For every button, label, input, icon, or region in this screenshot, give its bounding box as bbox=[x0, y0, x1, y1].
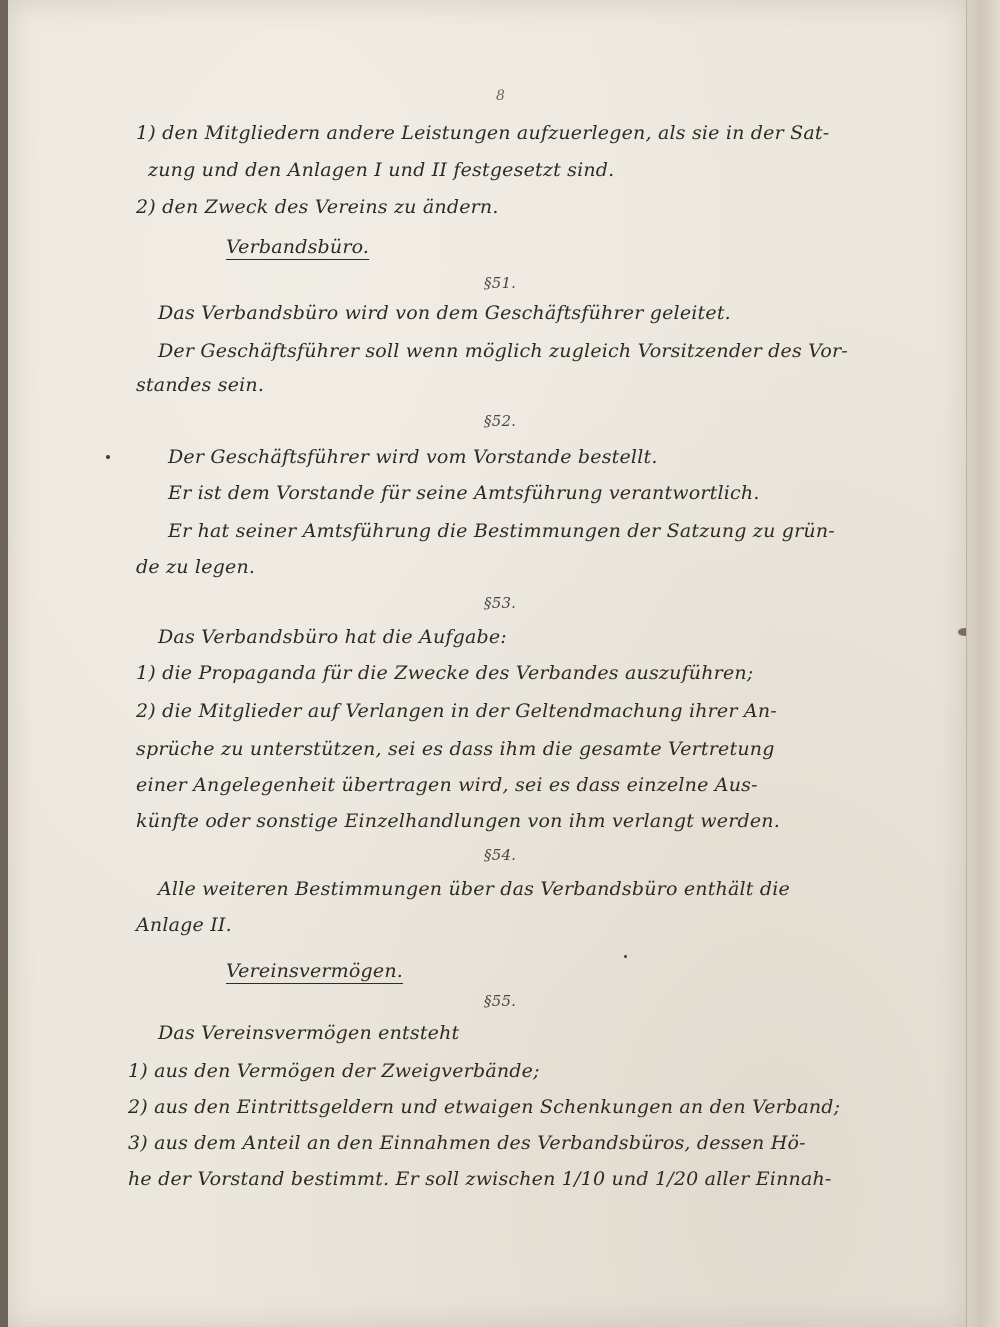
paragraph-number: §51. bbox=[484, 274, 517, 292]
text-line: 2) die Mitglieder auf Verlangen in der Geltendmachung ihrer An- bbox=[136, 700, 777, 722]
text-line: Anlage II. bbox=[136, 914, 232, 936]
ink-spot bbox=[624, 955, 627, 958]
show-through-text bbox=[688, 168, 693, 186]
text-line: 3) aus dem Anteil an den Einnahmen des Verbandsbüros, dessen Hö- bbox=[128, 1132, 806, 1154]
text-line: 1) den Mitgliedern andere Leistungen aufzuerlegen, als sie in der Sat- bbox=[136, 122, 830, 144]
text-line: de zu legen. bbox=[136, 556, 256, 578]
paragraph-number: §52. bbox=[484, 412, 517, 430]
text-line: künfte oder sonstige Einzelhandlungen von ihm verlangt werden. bbox=[136, 810, 780, 832]
text-line: Das Verbandsbüro hat die Aufgabe: bbox=[158, 626, 507, 648]
next-page-edge bbox=[966, 0, 1000, 1327]
section-heading: Verbandsbüro. bbox=[226, 236, 370, 258]
text-line: standes sein. bbox=[136, 374, 265, 396]
text-line: Er ist dem Vorstande für seine Amtsführung verantwortlich. bbox=[168, 482, 760, 504]
text-line: Das Verbandsbüro wird von dem Geschäftsführer geleitet. bbox=[158, 302, 731, 324]
text-line: 2) den Zweck des Vereins zu ändern. bbox=[136, 196, 499, 218]
text-line: 1) die Propaganda für die Zwecke des Verbandes auszuführen; bbox=[136, 662, 754, 684]
text-line: Er hat seiner Amtsführung die Bestimmungen der Satzung zu grün- bbox=[168, 520, 835, 542]
text-line: 1) aus den Vermögen der Zweigverbände; bbox=[128, 1060, 540, 1082]
text-line: zung und den Anlagen I und II festgesetzt sind. bbox=[148, 159, 615, 181]
document-page bbox=[8, 0, 966, 1327]
paragraph-number: §55. bbox=[484, 992, 517, 1010]
text-line: sprüche zu unterstützen, sei es dass ihm die gesamte Vertretung bbox=[136, 738, 775, 760]
text-line: Der Geschäftsführer wird vom Vorstande bestellt. bbox=[168, 446, 658, 468]
text-line: Alle weiteren Bestimmungen über das Verbandsbüro enthält die bbox=[158, 878, 790, 900]
text-line: Das Vereinsvermögen entsteht bbox=[158, 1022, 460, 1044]
section-heading: Vereinsvermögen. bbox=[226, 960, 404, 982]
text-line: Der Geschäftsführer soll wenn möglich zugleich Vorsitzender des Vor- bbox=[158, 340, 848, 362]
paragraph-number: §54. bbox=[484, 846, 517, 864]
paragraph-number: §53. bbox=[484, 594, 517, 612]
text-line: he der Vorstand bestimmt. Er soll zwischen 1/10 und 1/20 aller Einnah- bbox=[128, 1168, 832, 1190]
page-number: 8 bbox=[496, 88, 506, 104]
text-line: 2) aus den Eintrittsgeldern und etwaigen Schenkungen an den Verband; bbox=[128, 1096, 841, 1118]
text-line: einer Angelegenheit übertragen wird, sei es dass einzelne Aus- bbox=[136, 774, 758, 796]
ink-spot bbox=[106, 455, 110, 459]
